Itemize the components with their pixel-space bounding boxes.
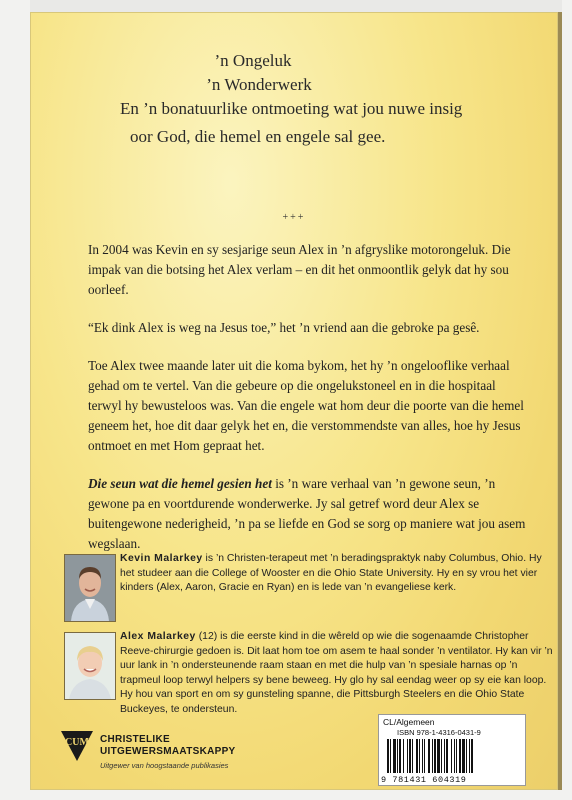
- tagline-line-2: ’n Wonderwerk: [206, 75, 312, 94]
- alex-photo: [64, 632, 116, 700]
- publisher-name-line-2: UITGEWERSMAATSKAPPY: [100, 746, 236, 757]
- publisher-name-line-1: CHRISTELIKE: [100, 734, 170, 745]
- kevin-bio-text: [120, 552, 554, 596]
- kevin-bio-body: is ’n Christen-terapeut met ’n beradingspraktyk naby Columbus, Ohio. Hy het studeer aan die College of Wooster en die Ohio State University. Hy en sy vrou het vier kinders (Alex, Aaron, Gracie en Ryan) en is lede van ’n evangeliese kerk.: [120, 553, 542, 594]
- isbn-label: ISBN 978-1-4316-0431-9: [397, 728, 481, 737]
- alex-name: Alex Malarkey: [120, 631, 196, 642]
- tagline-line-3: En ’n bonatuurlike ontmoeting wat jou nuwe insig: [120, 99, 463, 118]
- category-label: CL/Algemeen: [383, 717, 435, 727]
- publisher-block: [60, 728, 270, 778]
- barcode-icon: [383, 739, 521, 775]
- publisher-name: [100, 734, 236, 758]
- kevin-photo: [64, 554, 116, 622]
- tagline-line-1: ’n Ongeluk: [214, 51, 292, 70]
- blurb-paragraph-1: In 2004 was Kevin en sy sesjarige seun Alex in ’n afgryslike motorongeluk. Die impak van die botsing het Alex verlam – en dit het onmoontlik gelyk dat hy sou oorleef.: [88, 242, 511, 297]
- book-title-inline: Die seun wat die hemel gesien het: [88, 476, 272, 491]
- cover-tagline: [30, 50, 558, 150]
- blurb-paragraph-4-text: is ’n ware verhaal van ’n gewone seun, ’n gewone pa en voortdurende wonderwerke. Jy sal getref word deur Alex se buitengewone nederigheid, ’n pa se liefde en God se sorg op maniere wat jou asem wegslaan.: [88, 476, 526, 551]
- publisher-logo-text: CUM: [65, 737, 89, 748]
- publisher-tagline: Uitgewer van hoogstaande publikasies: [100, 761, 229, 770]
- tagline-line-4: oor God, die hemel en engele sal gee.: [130, 127, 386, 146]
- section-separator: +++: [282, 212, 306, 223]
- alex-bio-body: (12) is die eerste kind in die wêreld op wie die sogenaamde Christopher Reeve-chirurgie gedoen is. Dit laat hom toe om asem te haal sonder ’n ventilator. Hy kan vir ’n uur lank in ’n ondersteunende raam staan en met die hulp van ’n spesiale harnas op ’n trapmeul loop terwyl helpers sy bene beweeg. Hy glo hy sal eendag weer op sy eie kan loop. Hy hou van sport en om sy gunsteling spanne, die Pittsburgh Steelers en die Ohio State Buckeyes, te ondersteun.: [120, 631, 553, 715]
- publisher-logo-icon: [60, 728, 94, 762]
- barcode-digits: 9 781431 604319: [381, 775, 467, 785]
- blurb-paragraph-4: [88, 474, 532, 554]
- book-back-cover: [30, 12, 558, 790]
- alex-bio-text: [120, 630, 554, 718]
- author-bio-kevin: [64, 552, 554, 596]
- author-bio-alex: [64, 630, 554, 718]
- cover-edge: [558, 12, 562, 790]
- kevin-name: Kevin Malarkey: [120, 553, 203, 564]
- blurb: [88, 240, 532, 572]
- blurb-paragraph-3: Toe Alex twee maande later uit die koma bykom, het hy ’n ongelooflike verhaal gehad om te vertel. Van die gebeure op die ongelukstoneel en in die hospitaal terwyl hy bewusteloos was. Van die engele wat hom deur die poorte van die hemel geneem het, hoe dit daar gelyk het en, die verstommendste van alles, hoe hy Jesus ontmoet en met Hom gepraat het.: [88, 358, 524, 453]
- isbn-barcode: [378, 714, 526, 786]
- page-top-margin: [30, 0, 562, 12]
- blurb-paragraph-2: “Ek dink Alex is weg na Jesus toe,” het ’n vriend aan die gebroke pa gesê.: [88, 320, 480, 335]
